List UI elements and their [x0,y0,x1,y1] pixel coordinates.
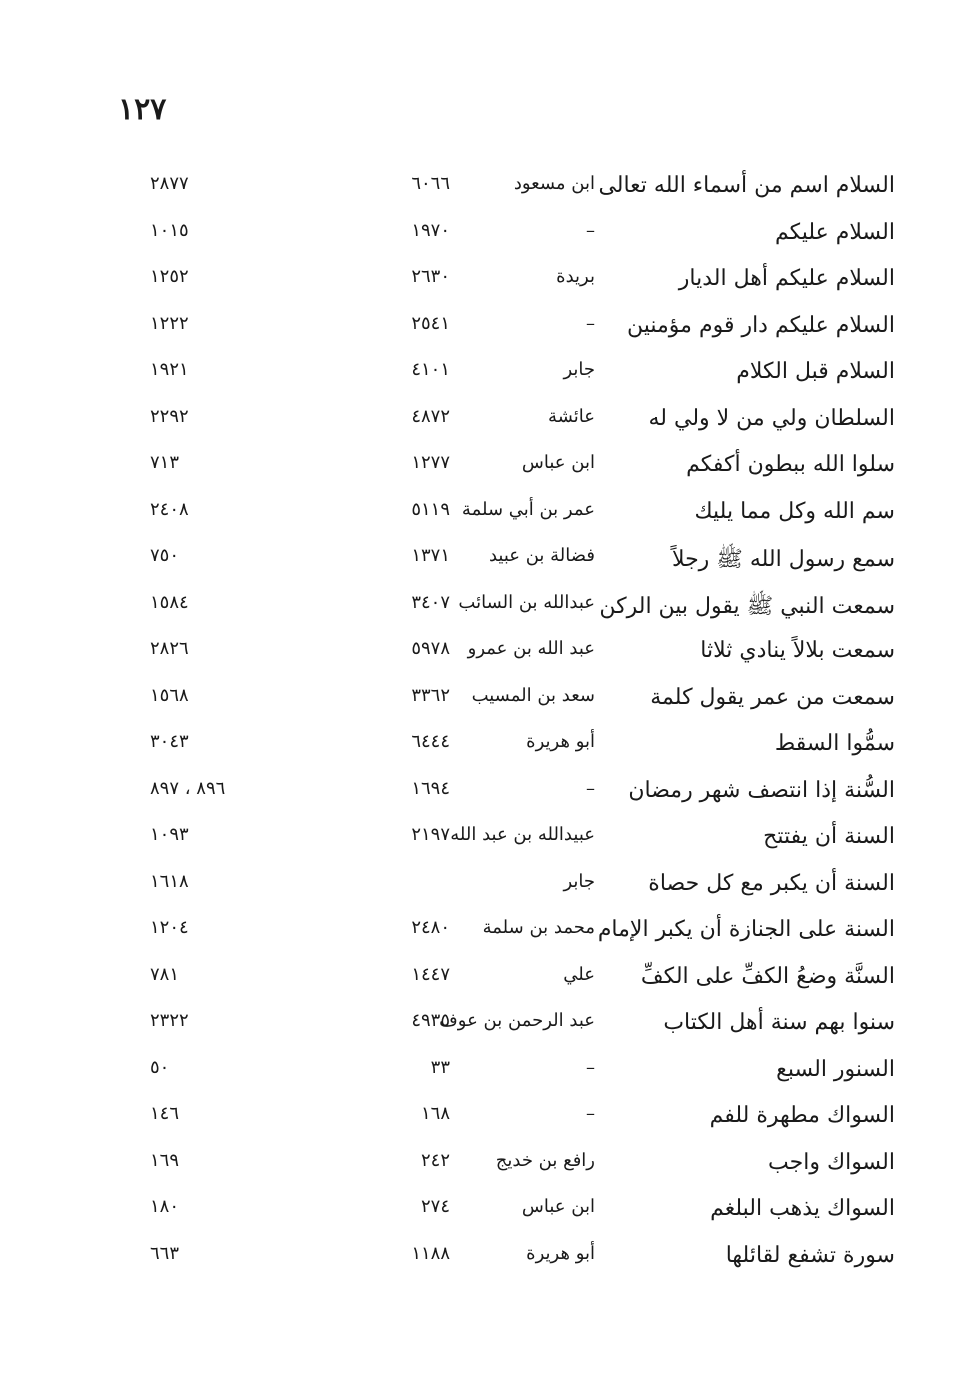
hadith-text: السنور السبع [776,1056,895,1082]
hadith-text: السلام عليكم [774,219,895,245]
index-row [150,630,895,677]
hadith-text: سورة تشفع لقائلها [725,1242,895,1268]
hadith-text: السواك يذهب البلغم [710,1196,895,1221]
reference-number: ١٦١٨ [150,870,189,892]
hadith-number: ٢٦٣٠ [411,266,450,287]
narrator: ابن عباس [521,452,595,473]
index-row [150,398,895,445]
reference-number: ٧١٣ [150,452,180,473]
index-row [150,165,895,212]
index-row [150,1235,895,1282]
reference-number: ٢٨٢٦ [150,638,189,659]
reference-number: ١٢٥٢ [150,266,189,287]
hadith-number: ٣٣ [430,1056,450,1078]
reference-number: ١٦٩ [150,1149,180,1171]
index-row [150,212,895,259]
hadith-number: ٣٤٠٧ [411,591,450,613]
hadith-number: ٢٤٢ [420,1149,450,1171]
hadith-text: سمعت بلالاً ينادي ثلاثا [700,638,895,663]
index-row [150,677,895,724]
index-row [150,1049,895,1096]
index-row [150,1142,895,1189]
hadith-text: السنة أن يكبر مع كل حصاة [648,870,895,896]
narrator: – [586,312,595,334]
reference-number: ٣٠٤٣ [150,731,189,752]
narrator: محمد بن سلمة [482,917,595,938]
reference-number: ٢٢٩٢ [150,405,189,427]
hadith-text: السنَّة وضعُ الكفِّ على الكفِّ [640,963,895,989]
reference-number: ١٥٦٨ [150,684,189,706]
hadith-number: ٢١٩٧ [411,824,450,845]
narrator: ابن مسعود [513,173,595,194]
narrator: جابر [563,870,595,892]
index-row [150,863,895,910]
hadith-text: سمع رسول الله ﷺ رجلاً [671,547,895,572]
index-row [150,956,895,1003]
reference-number: ١٨٠ [150,1196,180,1217]
reference-number: ٧٨١ [150,963,180,985]
hadith-text: السنة على الجنازة أن يكبر الإمام [597,917,895,942]
hadith-number: ٤٨٧٢ [411,405,450,427]
index-row [150,305,895,352]
narrator: عائشة [548,405,595,427]
hadith-text: السواك مطهرة للفم [709,1103,895,1128]
hadith-number: ١٦٩٤ [411,777,450,799]
narrator: عبد الرحمن بن عوف [439,1010,595,1031]
index-row [150,816,895,863]
index-row [150,258,895,305]
narrator: فضالة بن عبيد [488,545,595,566]
reference-number: ٧٥٠ [150,545,180,566]
narrator: سعد بن المسيب [471,684,595,706]
narrator: جابر [563,359,595,380]
index-row [150,1188,895,1235]
narrator: رافع بن خديج [495,1149,595,1171]
hadith-text: سم الله وكل مما يليك [694,498,895,524]
narrator: عمر بن أبي سلمة [461,498,595,520]
hadith-text: سلوا الله ببطون أكفكم [686,452,895,477]
reference-number: ٢٣٢٢ [150,1010,189,1031]
narrator: عبد الله بن عمرو [467,638,595,659]
hadith-number: ٥٩٧٨ [411,638,450,659]
index-row [150,491,895,538]
hadith-number: ٤٩٣٥ [411,1010,450,1031]
reference-number: ٨٩٦ ، ٨٩٧ [150,777,226,799]
reference-number: ١٩٢١ [150,359,189,380]
hadith-text: سنوا بهم سنة أهل الكتاب [663,1010,895,1035]
hadith-text: السلام قبل الكلام [736,359,895,384]
hadith-text: السواك واجب [768,1149,895,1175]
reference-number: ١٥٨٤ [150,591,189,613]
narrator: أبو هريرة [526,1242,595,1264]
index-row [150,1095,895,1142]
hadith-number: ١١٨٨ [411,1242,450,1264]
index-row [150,444,895,491]
hadith-text: السلام عليكم دار قوم مؤمنين [627,312,895,338]
hadith-text: السلطان ولي من لا ولي له [648,405,895,431]
hadith-text: السلام عليكم أهل الديار [678,266,895,291]
index-row [150,537,895,584]
narrator: عبدالله بن السائب [458,591,595,613]
narrator: – [586,1103,595,1124]
narrator: عبيدالله بن عبد الله [450,824,595,845]
hadith-number: ١٩٧٠ [411,219,450,241]
index-row [150,723,895,770]
narrator: – [586,777,595,799]
page-number: ١٢٧ [118,92,167,127]
index-row [150,584,895,631]
hadith-text: السلام اسم من أسماء الله تعالى [598,173,895,198]
index-row [150,770,895,817]
hadith-number: ٥١١٩ [411,498,450,520]
hadith-number: ١٤٤٧ [411,963,450,985]
hadith-text: سمُّوا السقط [774,731,895,756]
hadith-number: ٢٥٤١ [411,312,450,334]
reference-number: ٥٠ [150,1056,170,1078]
hadith-number: ٦٤٤٤ [411,731,450,752]
hadith-text: السُّنة إذا انتصف شهر رمضان [628,777,895,803]
index-row [150,351,895,398]
hadith-number: ٣٣٦٢ [411,684,450,706]
hadith-number: ١٢٧٧ [411,452,450,473]
narrator: – [586,219,595,241]
reference-number: ١٠٩٣ [150,824,189,845]
hadith-number: ٦٠٦٦ [411,173,450,194]
reference-number: ٢٨٧٧ [150,173,189,194]
narrator: أبو هريرة [526,731,595,752]
hadith-number: ٢٤٨٠ [411,917,450,938]
reference-number: ٦٦٣ [150,1242,180,1264]
narrator: ابن عباس [521,1196,595,1217]
index-row [150,909,895,956]
narrator: علي [563,963,595,985]
narrator: – [586,1056,595,1078]
reference-number: ١٤٦ [150,1103,180,1124]
index-table [150,165,895,1281]
hadith-text: السنة أن يفتتح [763,824,895,849]
hadith-number: ١٣٧١ [411,545,450,566]
index-row [150,1002,895,1049]
hadith-text: سمعت من عمر يقول كلمة [650,684,895,710]
hadith-number: ٤١٠١ [411,359,450,380]
hadith-number: ٢٧٤ [420,1196,450,1217]
reference-number: ١٢٢٢ [150,312,189,334]
hadith-number: ١٦٨ [420,1103,450,1124]
reference-number: ١٠١٥ [150,219,189,241]
reference-number: ٢٤٠٨ [150,498,189,520]
hadith-text: سمعت النبي ﷺ يقول بين الركن [599,593,895,619]
reference-number: ١٢٠٤ [150,917,189,938]
narrator: بريدة [556,266,595,287]
